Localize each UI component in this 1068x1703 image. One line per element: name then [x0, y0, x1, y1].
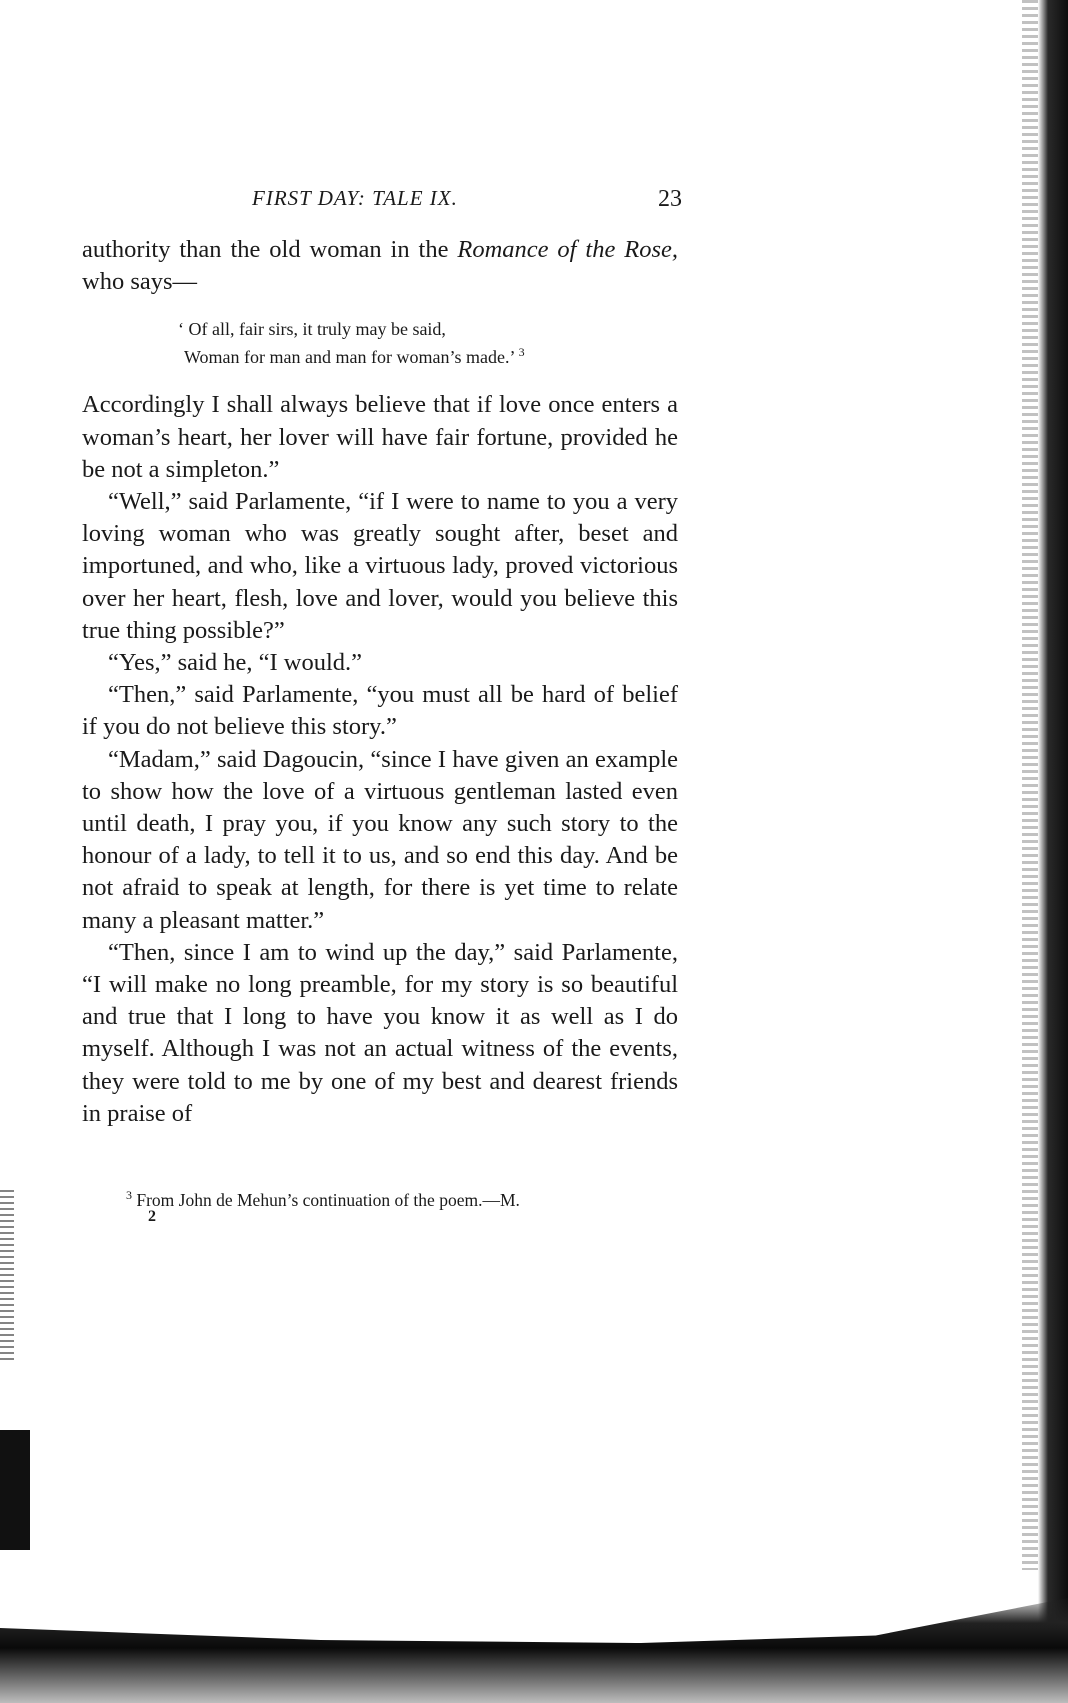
running-head: FIRST DAY: TALE IX.	[252, 186, 458, 210]
paragraph: “Then, since I am to wind up the day,” said Parlamente, “I will make no long preamble, for my story is so beautiful and true that I long to have you know it as well as I do myself. Although I was not an actual witness of the events, they were told to me by one of my best and dearest friends in praise of	[82, 938, 678, 1127]
page-header	[82, 186, 682, 216]
paragraph: authority than the old woman in the Romance of the Rose, who says—	[82, 236, 678, 296]
verse-line: ‘ Of all, fair sirs, it truly may be said,	[178, 319, 446, 340]
book-title: Romance of the Rose,	[457, 236, 678, 263]
paragraph: “Yes,” said he, “I would.”	[108, 649, 363, 677]
page-number: 23	[658, 186, 682, 212]
verse-line: Woman for man and man for woman’s made.’ $^3$	[184, 345, 525, 368]
paragraph: “Well,” said Parlamente, “if I were to name to you a very loving woman who was greatly sought after, beset and importuned, and who, like a virtuous lady, proved victorious over her heart, flesh, love and lover, would you believe this true thing possible?”	[82, 488, 678, 644]
footnote-ref: 3	[518, 345, 525, 360]
paragraph: Accordingly I shall always believe that if love once enters a woman’s heart, her lover will have fair fortune, provided he be not a simpleton.”	[82, 391, 678, 483]
paragraph: “Then,” said Parlamente, “you must all be hard of belief if you do not believe this story.”	[82, 681, 678, 741]
paragraph: “Madam,” said Dagoucin, “since I have given an example to show how the love of a virtuous gentleman lasted even until death, I pray you, if you know any such story to the honour of a lady, to tell it to us, and so end this day. And be not afraid to speak at length, for there is yet time to relate many a pleasant matter.”	[82, 745, 678, 934]
body-text	[82, 234, 678, 1130]
footnote-marker: 3	[126, 1188, 132, 1202]
signature-mark: 2	[148, 1208, 156, 1225]
footnote: $^3$ From John de Mehun’s continuation of the poem.—M.	[126, 1188, 520, 1210]
verse-quote	[178, 318, 678, 369]
